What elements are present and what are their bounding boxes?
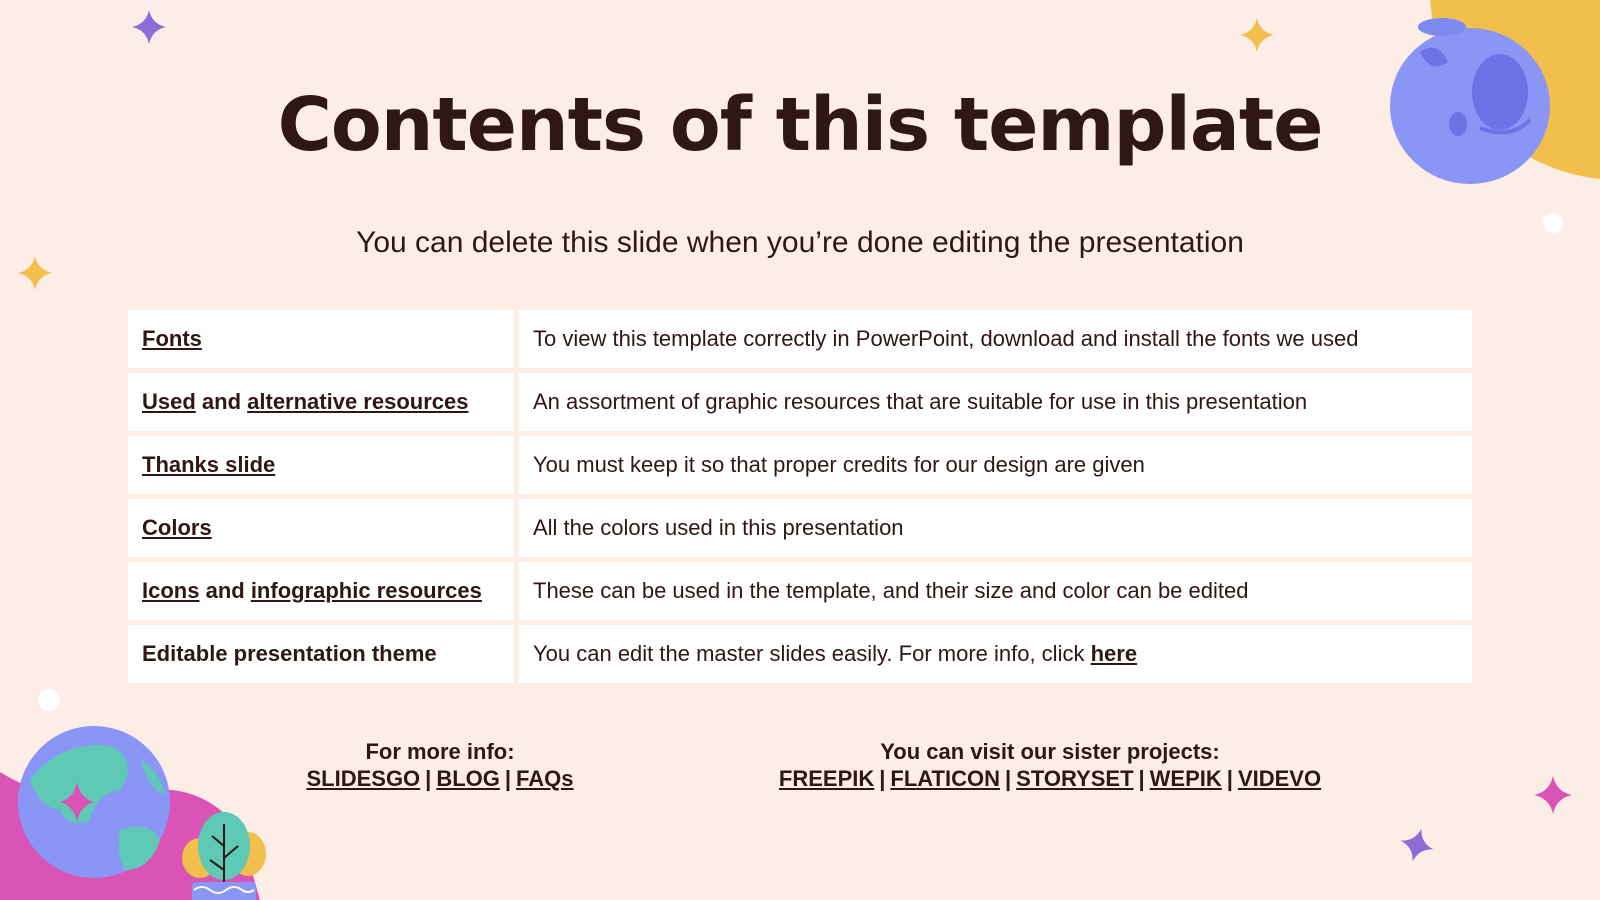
table-row-label-text: and <box>199 578 251 603</box>
more-info-here-link[interactable]: here <box>1090 641 1138 666</box>
footer-blog-link[interactable]: BLOG <box>436 766 500 791</box>
star-magenta-right-icon <box>1534 776 1572 814</box>
table-row <box>128 310 1472 373</box>
sister-wepik-link[interactable]: WEPIK <box>1149 766 1222 791</box>
table-row-label-text: Editable presentation theme <box>142 641 437 666</box>
link-separator: | <box>1138 766 1145 791</box>
table-row <box>128 562 1472 625</box>
table-row-description <box>519 373 1472 436</box>
table-row-description <box>519 436 1472 499</box>
footer-more-info <box>240 738 640 792</box>
table-row-label <box>128 625 519 683</box>
table-row <box>128 499 1472 562</box>
table-row-label <box>128 562 519 625</box>
star-yellow-top-icon <box>1240 18 1274 52</box>
table-row-description <box>519 625 1472 683</box>
link-separator: | <box>879 766 886 791</box>
sister-videvo-link[interactable]: VIDEVO <box>1237 766 1322 791</box>
link-separator: | <box>1226 766 1233 791</box>
table-row-label <box>128 310 519 373</box>
link-separator: | <box>425 766 432 791</box>
table-row-description-text: All the colors used in this presentation <box>533 515 904 540</box>
star-purple-bottom-right-icon <box>1400 828 1434 862</box>
sister-freepik-link[interactable]: FREEPIK <box>778 766 875 791</box>
table-row-description <box>519 499 1472 562</box>
table-row-description-text: An assortment of graphic resources that are suitable for use in this presentation <box>533 389 1308 414</box>
sister-flaticon-link[interactable]: FLATICON <box>890 766 1000 791</box>
table-row-label <box>128 499 519 562</box>
footer-sister-projects-links <box>720 765 1380 792</box>
table-row-link[interactable]: Used <box>142 389 196 414</box>
page-title: Contents of this template <box>277 82 1323 168</box>
star-yellow-left-icon <box>18 256 52 290</box>
star-purple-top-left-icon <box>132 10 166 44</box>
table-row-description-text: You must keep it so that proper credits for our design are given <box>533 452 1145 477</box>
table-row-link[interactable]: Fonts <box>142 326 202 351</box>
table-row-label <box>128 373 519 436</box>
table-row-link[interactable]: Icons <box>142 578 200 603</box>
table-row-label-text: and <box>195 389 248 414</box>
table-row <box>128 625 1472 683</box>
footer-more-info-heading: For more info: <box>365 739 515 764</box>
link-separator: | <box>504 766 512 791</box>
table-row-link[interactable]: Thanks slide <box>142 452 276 477</box>
footer-sister-projects <box>720 738 1380 792</box>
table-row <box>128 436 1472 499</box>
table-row-description-text: You can edit the master slides easily. For more info, click <box>533 641 1091 666</box>
table-row-link[interactable]: infographic resources <box>250 578 482 603</box>
sister-storyset-link[interactable]: STORYSET <box>1016 766 1134 791</box>
footer-slidesgo-link[interactable]: SLIDESGO <box>306 766 421 791</box>
table-row-description <box>519 310 1472 373</box>
contents-table <box>128 310 1472 683</box>
footer-faqs-link[interactable]: FAQs <box>516 766 574 791</box>
page-subtitle: You can delete this slide when you’re done editing the presentation <box>356 226 1244 259</box>
table-row-description-text: These can be used in the template, and their size and color can be edited <box>533 578 1249 603</box>
footer-sister-projects-heading: You can visit our sister projects: <box>880 739 1220 764</box>
footer-more-info-links <box>240 765 640 792</box>
table-row-link[interactable]: alternative resources <box>247 389 469 414</box>
link-separator: | <box>1005 766 1012 791</box>
table-row <box>128 373 1472 436</box>
table-row-link[interactable]: Colors <box>142 515 212 540</box>
table-row-description <box>519 562 1472 625</box>
dot-white-left-icon <box>38 689 60 711</box>
table-row-label <box>128 436 519 499</box>
table-row-description-text: To view this template correctly in PowerPoint, download and install the fonts we used <box>533 326 1359 351</box>
